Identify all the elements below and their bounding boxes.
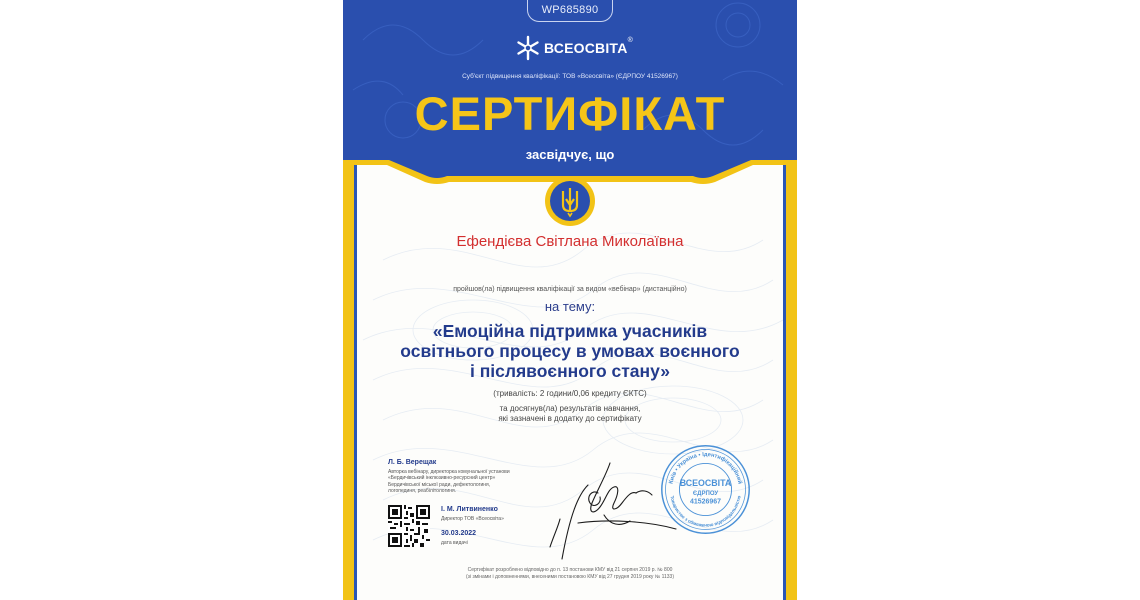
achieved-line: які зазначені в додатку до сертифікату xyxy=(498,414,642,423)
stamp-center-text: ВСЕОСВІТА xyxy=(679,477,732,488)
frame-right-border xyxy=(786,150,797,600)
frame-left-inner-line xyxy=(354,165,357,600)
webinar-topic xyxy=(383,321,757,381)
certificate-title: СЕРТИФІКАТ xyxy=(414,87,726,140)
serial-number: WP685890 xyxy=(527,0,613,22)
director-name: І. М. Литвиненко xyxy=(441,506,498,513)
certifies-text: засвідчує, що xyxy=(525,147,615,162)
official-stamp xyxy=(659,443,752,536)
issue-date: 30.03.2022 xyxy=(441,530,477,537)
topic-label: на тему: xyxy=(544,299,596,314)
author-desc-line: Авторка вебінару, директорка комунальної установи xyxy=(388,469,510,475)
author-desc-line: логопединя, реабілітологиня. xyxy=(388,487,457,494)
topic-line: «Емоційна підтримка учасників xyxy=(432,321,708,341)
logo-text: ВСЕОСВІТА xyxy=(544,40,628,56)
certificate xyxy=(343,0,797,600)
legal-footer xyxy=(383,567,757,580)
stamp-top-text: Київ • Україна • Ідентифікаційний xyxy=(668,452,743,485)
footer-line: Сертифікат розроблено відповідно до п. 13 постанови КМУ від 21 серпня 2019 р. № 800 xyxy=(467,567,673,573)
stamp-bottom-text: Товариство з обмеженою відповідальністю xyxy=(669,495,742,528)
frame-right-inner-line xyxy=(783,165,786,600)
qr-code[interactable] xyxy=(388,505,430,547)
trident-emblem-icon xyxy=(544,175,596,227)
duration-text: (тривалість: 2 години/0,06 кредиту ЄКТС) xyxy=(493,389,647,398)
achieved-line: та досягнув(ла) результатів навчання, xyxy=(499,404,641,413)
vseosvita-logo xyxy=(515,34,633,62)
author-desc-line: «Бердичівський інклюзивно-ресурсний центр» xyxy=(388,475,496,482)
recipient-name: Ефендієва Світлана Миколаївна xyxy=(456,233,684,250)
learning-results-text xyxy=(343,404,797,424)
author-name: Л. Б. Верещак xyxy=(388,459,437,466)
issue-date-label: дата видачі xyxy=(441,540,468,546)
subject-line: Суб'єкт підвищення кваліфікації: ТОВ «Всеосвіта» (ЄДРПОУ 41526967) xyxy=(462,73,678,80)
stamp-code-label: ЄДРПОУ xyxy=(692,491,719,498)
footer-line: (зі змінами і доповненнями, внесеними постановою КМУ від 27 грудня 2019 року № 1133) xyxy=(465,573,674,580)
author-desc-line: Бердичівської міської ради, дефектологиня, xyxy=(388,481,491,488)
snowflake-icon xyxy=(515,35,541,61)
director-title: Директор ТОВ «Всеосвіта» xyxy=(441,516,504,522)
training-type-line: пройшов(ла) підвищення кваліфікації за видом «вебінар» (дистанційно) xyxy=(453,286,687,293)
stamp-code: 41526967 xyxy=(689,498,722,506)
registered-mark: ® xyxy=(627,37,633,44)
topic-line: освітнього процесу в умовах воєнного xyxy=(400,341,740,361)
topic-line: і післявоєнного стану» xyxy=(469,361,671,381)
author-description xyxy=(388,469,548,494)
frame-left-border xyxy=(343,150,354,600)
